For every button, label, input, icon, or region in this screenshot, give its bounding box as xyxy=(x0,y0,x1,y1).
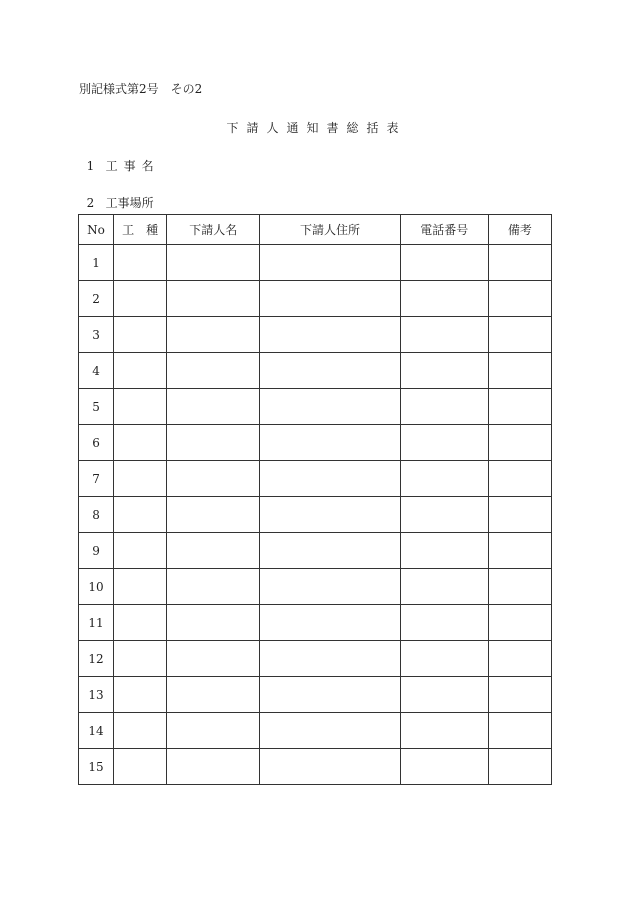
subcontractor-address-cell[interactable] xyxy=(260,641,400,677)
subcontractor-name-cell[interactable] xyxy=(167,569,260,605)
table-body xyxy=(79,245,552,785)
field-number: 1 xyxy=(86,159,95,173)
row-number-cell: 5 xyxy=(79,389,114,425)
table-row xyxy=(79,533,552,569)
remarks-cell[interactable] xyxy=(488,281,551,317)
phone-number-cell[interactable] xyxy=(400,281,488,317)
phone-number-cell[interactable] xyxy=(400,425,488,461)
field-label: 工事名 xyxy=(105,159,160,173)
table-header-row xyxy=(79,215,552,245)
row-number-cell: 2 xyxy=(79,281,114,317)
phone-number-cell[interactable] xyxy=(400,749,488,785)
header-phone-number: 電話番号 xyxy=(400,215,488,245)
remarks-cell[interactable] xyxy=(488,605,551,641)
work-type-cell[interactable] xyxy=(114,677,167,713)
table-row xyxy=(79,605,552,641)
table-row xyxy=(79,389,552,425)
phone-number-cell[interactable] xyxy=(400,641,488,677)
phone-number-cell[interactable] xyxy=(400,461,488,497)
construction-site-field xyxy=(79,180,154,211)
document-title: 下請人通知書総括表 xyxy=(226,121,407,135)
table-row xyxy=(79,317,552,353)
row-number-cell: 7 xyxy=(79,461,114,497)
row-number-cell: 10 xyxy=(79,569,114,605)
subcontractor-name-cell[interactable] xyxy=(167,317,260,353)
subcontractor-table xyxy=(78,214,552,785)
subcontractor-name-cell[interactable] xyxy=(167,605,260,641)
subcontractor-address-cell[interactable] xyxy=(260,389,400,425)
header-remarks: 備考 xyxy=(488,215,551,245)
table-row xyxy=(79,641,552,677)
subcontractor-address-cell[interactable] xyxy=(260,461,400,497)
work-type-cell[interactable] xyxy=(114,533,167,569)
row-number-cell: 8 xyxy=(79,497,114,533)
form-number-label: 別記様式第2号 その2 xyxy=(79,82,203,96)
construction-name-field xyxy=(79,143,160,174)
subcontractor-address-cell[interactable] xyxy=(260,353,400,389)
work-type-cell[interactable] xyxy=(114,245,167,281)
subcontractor-address-cell[interactable] xyxy=(260,677,400,713)
work-type-cell[interactable] xyxy=(114,497,167,533)
phone-number-cell[interactable] xyxy=(400,317,488,353)
subcontractor-name-cell[interactable] xyxy=(167,461,260,497)
subcontractor-name-cell[interactable] xyxy=(167,281,260,317)
subcontractor-address-cell[interactable] xyxy=(260,713,400,749)
remarks-cell[interactable] xyxy=(488,353,551,389)
subcontractor-name-cell[interactable] xyxy=(167,713,260,749)
remarks-cell[interactable] xyxy=(488,425,551,461)
phone-number-cell[interactable] xyxy=(400,677,488,713)
remarks-cell[interactable] xyxy=(488,641,551,677)
subcontractor-name-cell[interactable] xyxy=(167,389,260,425)
row-number-cell: 6 xyxy=(79,425,114,461)
row-number-cell: 15 xyxy=(79,749,114,785)
remarks-cell[interactable] xyxy=(488,389,551,425)
subcontractor-name-cell[interactable] xyxy=(167,245,260,281)
subcontractor-address-cell[interactable] xyxy=(260,533,400,569)
row-number-cell: 11 xyxy=(79,605,114,641)
subcontractor-name-cell[interactable] xyxy=(167,497,260,533)
header-subcontractor-address: 下請人住所 xyxy=(260,215,400,245)
phone-number-cell[interactable] xyxy=(400,569,488,605)
remarks-cell[interactable] xyxy=(488,317,551,353)
header-subcontractor-name: 下請人名 xyxy=(167,215,260,245)
row-number-cell: 12 xyxy=(79,641,114,677)
remarks-cell[interactable] xyxy=(488,533,551,569)
table-row xyxy=(79,497,552,533)
table-row xyxy=(79,353,552,389)
remarks-cell[interactable] xyxy=(488,245,551,281)
work-type-cell[interactable] xyxy=(114,425,167,461)
field-number: 2 xyxy=(86,196,95,210)
field-label: 工事場所 xyxy=(105,196,154,210)
work-type-cell[interactable] xyxy=(114,461,167,497)
work-type-cell[interactable] xyxy=(114,749,167,785)
table-row xyxy=(79,281,552,317)
subcontractor-address-cell[interactable] xyxy=(260,569,400,605)
phone-number-cell[interactable] xyxy=(400,713,488,749)
row-number-cell: 14 xyxy=(79,713,114,749)
subcontractor-name-cell[interactable] xyxy=(167,425,260,461)
work-type-cell[interactable] xyxy=(114,389,167,425)
table-row xyxy=(79,425,552,461)
subcontractor-name-cell[interactable] xyxy=(167,749,260,785)
subcontractor-address-cell[interactable] xyxy=(260,425,400,461)
table-row xyxy=(79,461,552,497)
subcontractor-name-cell[interactable] xyxy=(167,533,260,569)
remarks-cell[interactable] xyxy=(488,569,551,605)
phone-number-cell[interactable] xyxy=(400,497,488,533)
work-type-cell[interactable] xyxy=(114,281,167,317)
phone-number-cell[interactable] xyxy=(400,353,488,389)
remarks-cell[interactable] xyxy=(488,497,551,533)
remarks-cell[interactable] xyxy=(488,461,551,497)
work-type-cell[interactable] xyxy=(114,641,167,677)
header-work-type: 工 種 xyxy=(114,215,167,245)
remarks-cell[interactable] xyxy=(488,749,551,785)
phone-number-cell[interactable] xyxy=(400,389,488,425)
row-number-cell: 3 xyxy=(79,317,114,353)
subcontractor-address-cell[interactable] xyxy=(260,497,400,533)
row-number-cell: 4 xyxy=(79,353,114,389)
subcontractor-name-cell[interactable] xyxy=(167,677,260,713)
work-type-cell[interactable] xyxy=(114,317,167,353)
row-number-cell: 9 xyxy=(79,533,114,569)
phone-number-cell[interactable] xyxy=(400,533,488,569)
table-row xyxy=(79,569,552,605)
subcontractor-name-cell[interactable] xyxy=(167,353,260,389)
subcontractor-address-cell[interactable] xyxy=(260,245,400,281)
work-type-cell[interactable] xyxy=(114,569,167,605)
subcontractor-name-cell[interactable] xyxy=(167,641,260,677)
table-row xyxy=(79,677,552,713)
work-type-cell[interactable] xyxy=(114,605,167,641)
table-row xyxy=(79,749,552,785)
phone-number-cell[interactable] xyxy=(400,245,488,281)
table-row xyxy=(79,245,552,281)
row-number-cell: 13 xyxy=(79,677,114,713)
subcontractor-address-cell[interactable] xyxy=(260,749,400,785)
work-type-cell[interactable] xyxy=(114,353,167,389)
work-type-cell[interactable] xyxy=(114,713,167,749)
subcontractor-address-cell[interactable] xyxy=(260,317,400,353)
row-number-cell: 1 xyxy=(79,245,114,281)
remarks-cell[interactable] xyxy=(488,713,551,749)
table-row xyxy=(79,713,552,749)
subcontractor-address-cell[interactable] xyxy=(260,281,400,317)
remarks-cell[interactable] xyxy=(488,677,551,713)
header-no: No xyxy=(79,215,114,245)
phone-number-cell[interactable] xyxy=(400,605,488,641)
subcontractor-address-cell[interactable] xyxy=(260,605,400,641)
